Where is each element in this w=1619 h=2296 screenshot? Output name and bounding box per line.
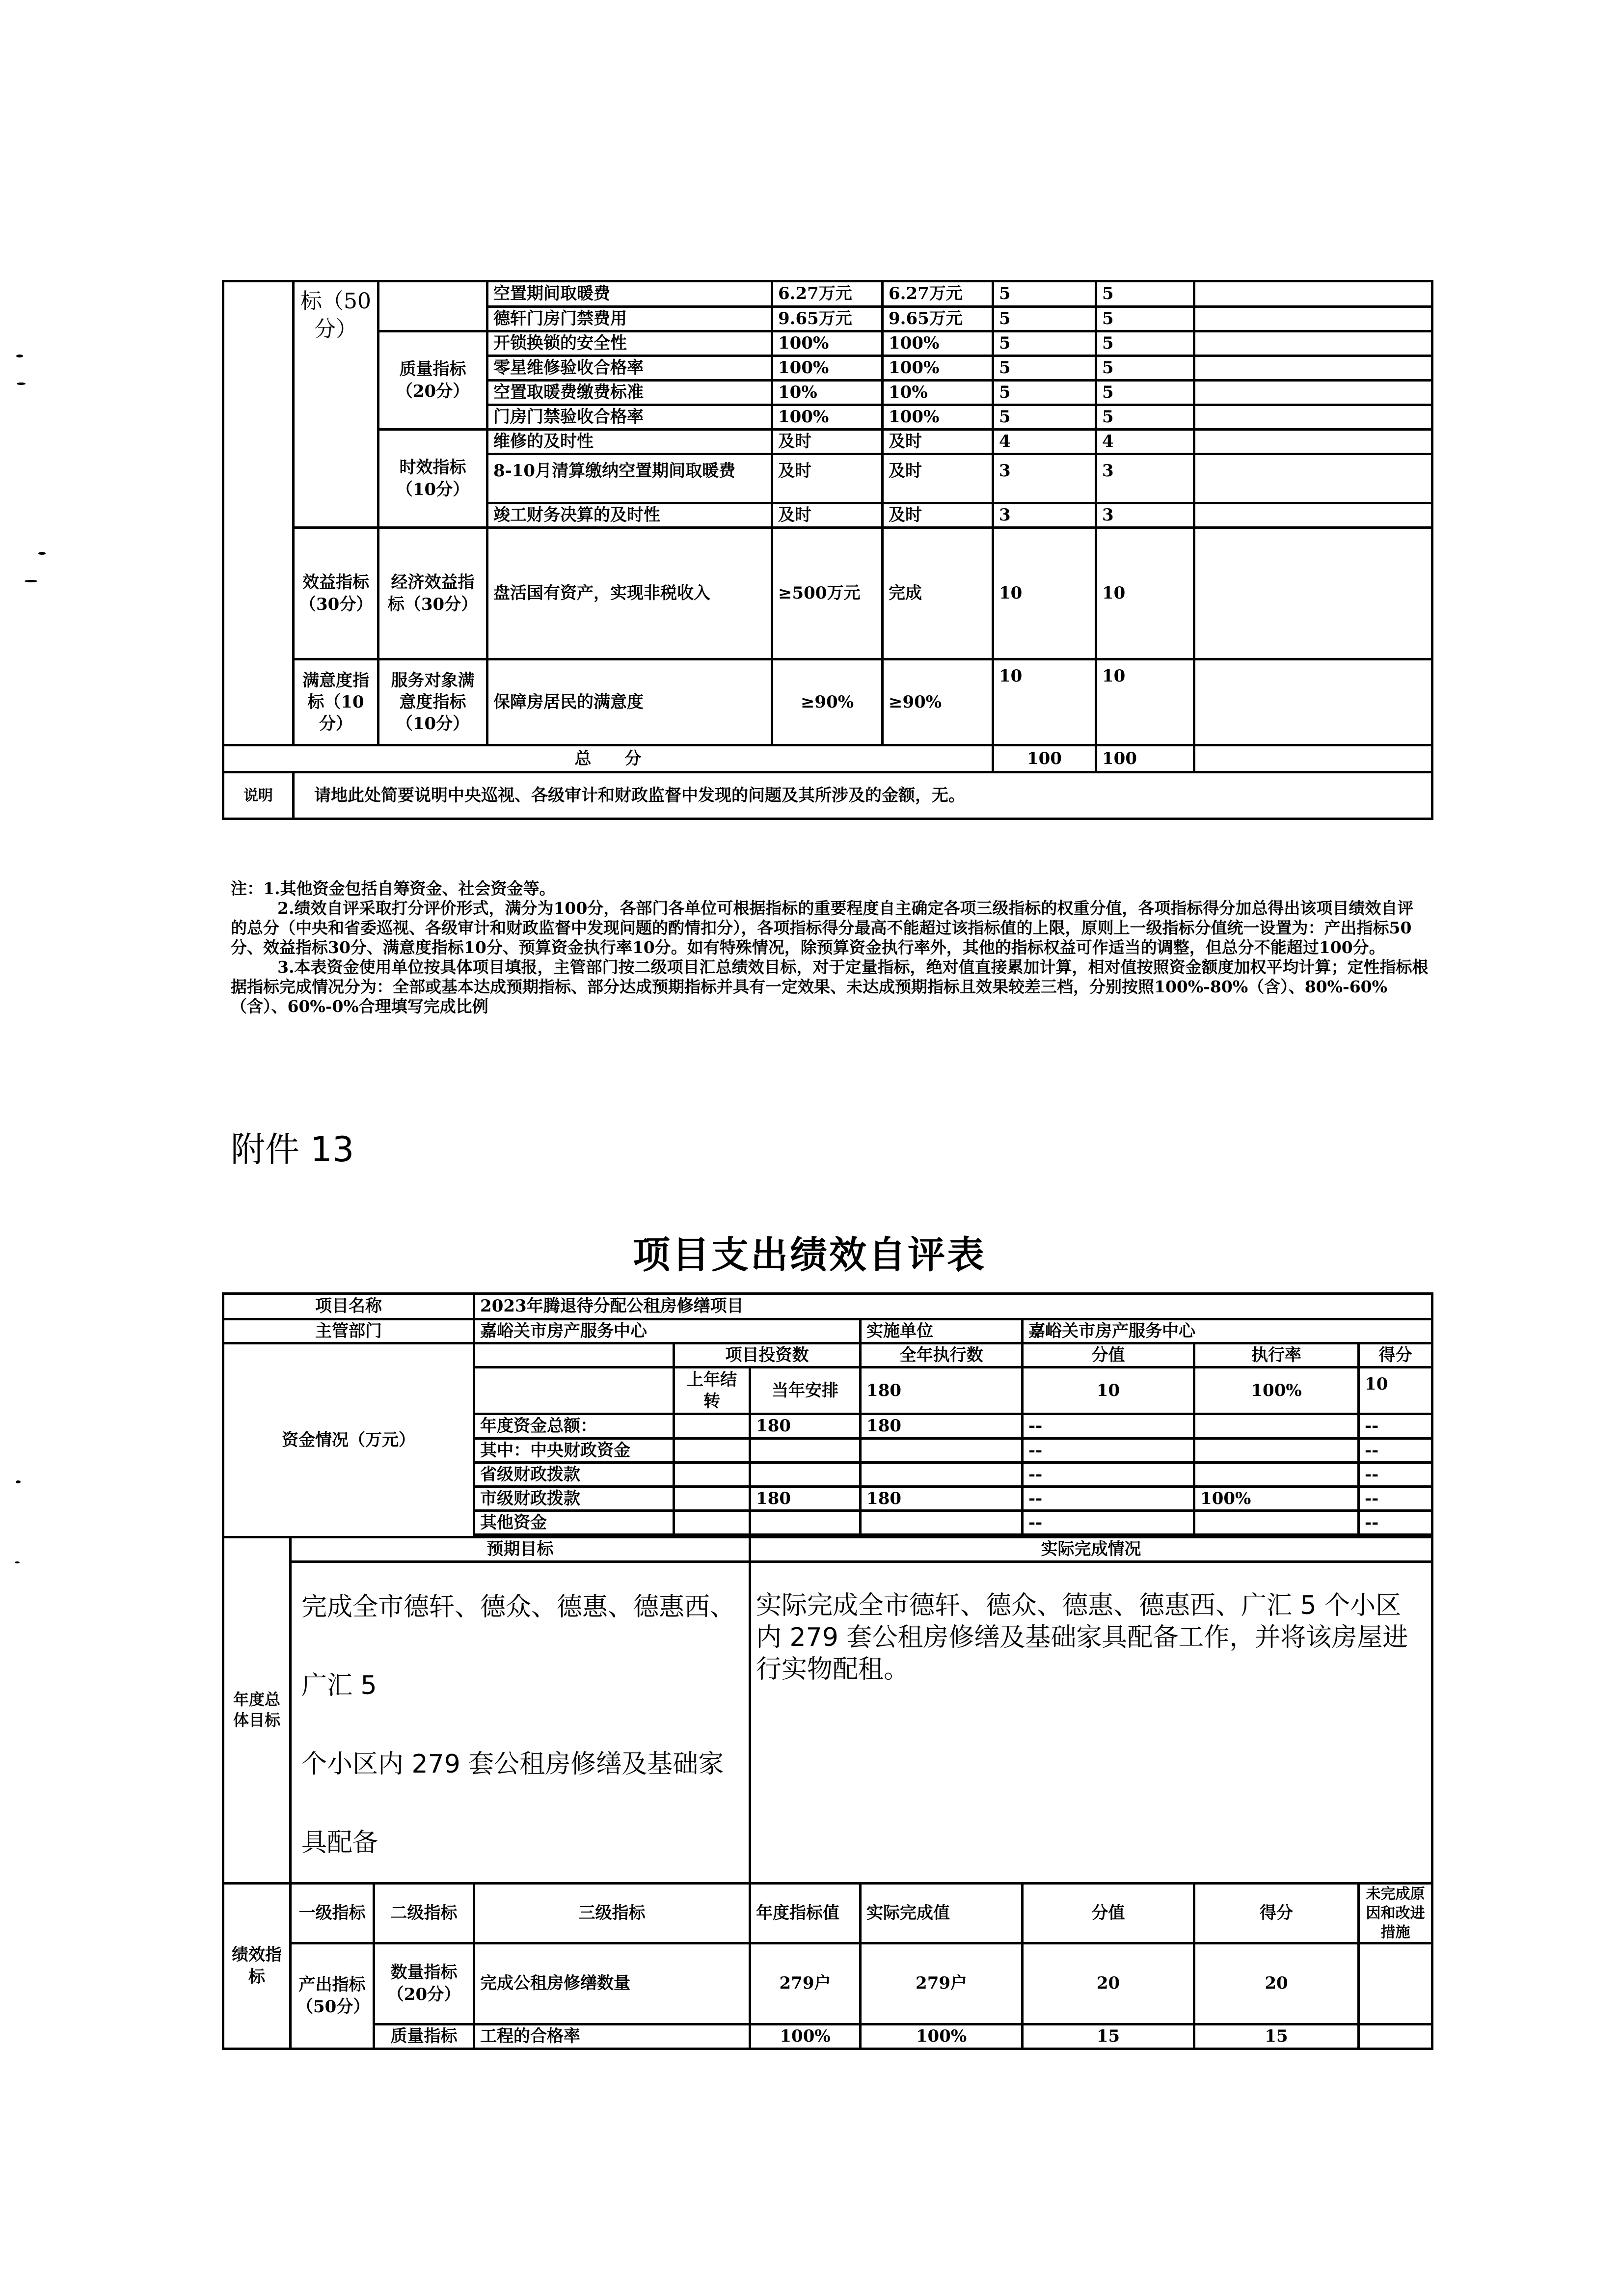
perf-l1-output: 产出指标（50分） <box>291 1943 374 2049</box>
score-cell: 5 <box>1096 381 1194 405</box>
reason-cell <box>1194 503 1432 528</box>
fund-row-weight: -- <box>1023 1511 1194 1535</box>
fund-row-current <box>750 1438 861 1462</box>
fund-row-score: -- <box>1359 1414 1432 1438</box>
weight-cell: 10 <box>993 528 1096 659</box>
reason-cell <box>1194 307 1432 331</box>
level1-satisfaction-cell: 满意度指标（10分） <box>294 659 378 745</box>
target-cell: 及时 <box>772 503 883 528</box>
target-cell: 及时 <box>772 430 883 454</box>
summary-rate: 100% <box>1194 1367 1359 1414</box>
self-evaluation-table <box>222 1292 1433 2050</box>
level3-cell: 门房门禁验收合格率 <box>487 405 772 430</box>
perf-target-cell: 279户 <box>750 1943 861 2024</box>
perf-l3-cell: 工程的合格率 <box>474 2024 750 2049</box>
score-cell: 3 <box>1096 503 1194 528</box>
fund-row-score: -- <box>1359 1462 1432 1486</box>
expected-goal-line-2: 个小区内 279 套公租房修缮及基础家具配备 <box>301 1749 724 1858</box>
funds-header-blank <box>474 1343 674 1367</box>
fund-row-weight: -- <box>1023 1414 1194 1438</box>
page-title: 项目支出绩效自评表 <box>633 1233 986 1277</box>
actual-cell: 完成 <box>883 528 993 659</box>
fund-row-label: 年度资金总额： <box>474 1414 674 1438</box>
dept-value: 嘉峪关市房产服务中心 <box>474 1319 861 1343</box>
fund-row-rate <box>1194 1414 1359 1438</box>
perf-l1-header: 一级指标 <box>291 1883 374 1943</box>
perf-l2-cell: 质量指标 <box>374 2024 474 2049</box>
perf-actual-cell: 279户 <box>861 1943 1023 2024</box>
expected-goal-line-1: 完成全市德轩、德众、德惠、德惠西、广汇 5 <box>301 1592 736 1700</box>
reason-cell <box>1194 528 1432 659</box>
score-cell: 4 <box>1096 430 1194 454</box>
perf-label: 绩效指标 <box>223 1883 291 2049</box>
actual-cell: 及时 <box>883 430 993 454</box>
current-header: 当年安排 <box>750 1367 861 1414</box>
level1-blank-cell <box>223 281 294 745</box>
actual-cell: 及时 <box>883 454 993 503</box>
fund-row-weight: -- <box>1023 1486 1194 1510</box>
level3-cell: 维修的及时性 <box>487 430 772 454</box>
fund-row-rate <box>1194 1462 1359 1486</box>
perf-weight-header: 分值 <box>1023 1883 1194 1943</box>
actual-cell: 6.27万元 <box>883 281 993 307</box>
scan-speck <box>17 383 26 385</box>
actual-cell: 100% <box>883 405 993 430</box>
target-cell: 100% <box>772 331 883 356</box>
level3-cell: 竣工财务决算的及时性 <box>487 503 772 528</box>
perf-weight-cell: 15 <box>1023 2024 1194 2049</box>
fund-row-weight: -- <box>1023 1438 1194 1462</box>
perf-weight-cell: 20 <box>1023 1943 1194 2024</box>
total-weight: 100 <box>993 745 1096 772</box>
fund-row-rate <box>1194 1438 1359 1462</box>
reason-cell <box>1194 405 1432 430</box>
score-cell: 10 <box>1096 528 1194 659</box>
weight-cell: 10 <box>993 659 1096 745</box>
weight-cell: 3 <box>993 454 1096 503</box>
perf-l3-header: 三级指标 <box>474 1883 750 1943</box>
fund-row-executed <box>861 1462 1023 1486</box>
actual-cell: 10% <box>883 381 993 405</box>
weight-cell: 5 <box>993 356 1096 381</box>
level3-cell: 8-10月清算缴纳空置期间取暖费 <box>487 454 772 503</box>
weight-cell: 5 <box>993 281 1096 307</box>
weight-cell: 4 <box>993 430 1096 454</box>
fund-row-rate <box>1194 1511 1359 1535</box>
level1-output-fragment: 标（50分） <box>294 281 378 528</box>
level3-cell: 德轩门房门禁费用 <box>487 307 772 331</box>
level2-quality-cell: 质量指标（20分） <box>378 331 487 430</box>
annex-label: 附件 13 <box>231 1129 354 1170</box>
perf-actual-header: 实际完成值 <box>861 1883 1023 1943</box>
actual-header: 实际完成情况 <box>750 1537 1432 1561</box>
footnotes <box>231 879 1429 1016</box>
score-cell: 5 <box>1096 307 1194 331</box>
project-name-label: 项目名称 <box>223 1294 474 1319</box>
actual-cell: ≥90% <box>883 659 993 745</box>
perf-l3-cell: 完成公租房修缮数量 <box>474 1943 750 2024</box>
fund-row-weight: -- <box>1023 1462 1194 1486</box>
target-cell: 及时 <box>772 454 883 503</box>
perf-l2-header: 二级指标 <box>374 1883 474 1943</box>
goal-label: 年度总体目标 <box>223 1537 291 1883</box>
fund-row-carry <box>674 1438 750 1462</box>
target-cell: 9.65万元 <box>772 307 883 331</box>
level3-cell: 保障房居民的满意度 <box>487 659 772 745</box>
scan-speck <box>38 552 46 555</box>
fund-row-executed: 180 <box>861 1414 1023 1438</box>
weight-cell: 5 <box>993 307 1096 331</box>
rate-header: 执行率 <box>1194 1343 1359 1367</box>
actual-cell: 100% <box>883 331 993 356</box>
target-cell: 100% <box>772 405 883 430</box>
reason-cell <box>1194 454 1432 503</box>
summary-executed: 180 <box>861 1367 1023 1414</box>
level3-cell: 空置期间取暖费 <box>487 281 772 307</box>
fund-row-carry <box>674 1511 750 1535</box>
score-cell: 10 <box>1096 659 1194 745</box>
reason-cell <box>1194 331 1432 356</box>
invest-header: 项目投资数 <box>674 1343 861 1367</box>
remark-text: 请地此处简要说明中央巡视、各级审计和财政监督中发现的问题及其所涉及的金额，无。 <box>294 772 1432 819</box>
weight-cell: 5 <box>993 405 1096 430</box>
fund-row-executed <box>861 1511 1023 1535</box>
scan-speck <box>15 1561 20 1563</box>
score-cell: 5 <box>1096 281 1194 307</box>
perf-l2-cell: 数量指标（20分） <box>374 1943 474 2024</box>
fund-row-current: 180 <box>750 1414 861 1438</box>
dept-label: 主管部门 <box>223 1319 474 1343</box>
total-score: 100 <box>1096 745 1194 772</box>
summary-score: 10 <box>1359 1367 1432 1414</box>
reason-cell <box>1194 356 1432 381</box>
level3-cell: 开锁换锁的安全性 <box>487 331 772 356</box>
reason-cell <box>1194 381 1432 405</box>
score-cell: 5 <box>1096 405 1194 430</box>
perf-target-cell: 100% <box>750 2024 861 2049</box>
score-cell: 3 <box>1096 454 1194 503</box>
perf-reason-cell <box>1359 1943 1432 2024</box>
level3-cell: 零星维修验收合格率 <box>487 356 772 381</box>
fund-row-carry <box>674 1414 750 1438</box>
note-1: 注：1.其他资金包括自筹资金、社会资金等。 <box>231 879 556 898</box>
score-header: 得分 <box>1359 1343 1432 1367</box>
fund-row-current: 180 <box>750 1486 861 1510</box>
funds-label: 资金情况（万元） <box>223 1343 474 1537</box>
expected-goal-text <box>291 1561 750 1883</box>
carry-header: 上年结转 <box>674 1367 750 1414</box>
perf-score-cell: 15 <box>1194 2024 1359 2049</box>
executed-header: 全年执行数 <box>861 1343 1023 1367</box>
level2-timeliness-cell: 时效指标（10分） <box>378 430 487 528</box>
fund-row-current <box>750 1511 861 1535</box>
level3-cell: 盘活国有资产，实现非税收入 <box>487 528 772 659</box>
weight-cell: 5 <box>993 381 1096 405</box>
fund-row-executed: 180 <box>861 1486 1023 1510</box>
fund-row-executed <box>861 1438 1023 1462</box>
fund-row-label: 省级财政拨款 <box>474 1462 674 1486</box>
scan-speck <box>16 1480 21 1483</box>
actual-cell: 及时 <box>883 503 993 528</box>
weight-header: 分值 <box>1023 1343 1194 1367</box>
scan-speck <box>16 355 23 357</box>
perf-score-cell: 20 <box>1194 1943 1359 2024</box>
target-cell: 100% <box>772 356 883 381</box>
actual-cell: 100% <box>883 356 993 381</box>
fund-row-score: -- <box>1359 1511 1432 1535</box>
fund-row-carry <box>674 1486 750 1510</box>
level2-economic-cell: 经济效益指标（30分） <box>378 528 487 659</box>
total-blank <box>1194 745 1432 772</box>
level2-satisfaction-cell: 服务对象满意度指标（10分） <box>378 659 487 745</box>
note-2: 2.绩效自评采取打分评价形式，满分为100分，各部门各单位可根据指标的重要程度自主确定各项三级指标的权重分值，各项指标得分加总得出该项目绩效自评的总分（中央和省委巡视、各级审计和财政监督中发现问题的酌情扣分），各项指标得分最高不能超过该指标值的上限，原则上一级指标分值统一设置为：产出指标50分、效益指标30分、满意度指标10分、预算资金执行率10分。如有特殊情况，除预算资金执行率外，其他的指标权益可作适当的调整，但总分不能超过100分。 <box>231 899 1414 957</box>
target-cell: ≥90% <box>772 659 883 745</box>
funds-subheader-blank <box>474 1367 674 1414</box>
expected-header: 预期目标 <box>291 1537 750 1561</box>
weight-cell: 5 <box>993 331 1096 356</box>
scan-speck <box>25 580 37 582</box>
actual-goal-text: 实际完成全市德轩、德众、德惠、德惠西、广汇 5 个小区内 279 套公租房修缮及基础家具配备工作，并将该房屋进行实物配租。 <box>750 1561 1432 1883</box>
fund-row-score: -- <box>1359 1438 1432 1462</box>
reason-cell <box>1194 659 1432 745</box>
note-3: 3.本表资金使用单位按具体项目填报，主管部门按二级项目汇总绩效目标，对于定量指标，绝对值直接累加计算，相对值按照资金额度加权平均计算；定性指标根据指标完成情况分为：全部或基本达成预期指标、部分达成预期指标并具有一定效果、未达成预期指标且效果较差三档，分别按照100%-80%（含）、80%-60%（含）、60%-0%合理填写完成比例 <box>231 957 1429 1016</box>
target-cell: 6.27万元 <box>772 281 883 307</box>
impl-value: 嘉峪关市房产服务中心 <box>1023 1319 1432 1343</box>
performance-table-continued <box>222 280 1433 820</box>
summary-weight: 10 <box>1023 1367 1194 1414</box>
perf-score-header: 得分 <box>1194 1883 1359 1943</box>
fund-row-score: -- <box>1359 1486 1432 1510</box>
fund-row-carry <box>674 1462 750 1486</box>
perf-actual-cell: 100% <box>861 2024 1023 2049</box>
reason-cell <box>1194 430 1432 454</box>
target-cell: 10% <box>772 381 883 405</box>
weight-cell: 3 <box>993 503 1096 528</box>
level2-cell <box>378 281 487 331</box>
actual-cell: 9.65万元 <box>883 307 993 331</box>
level1-benefit-cell: 效益指标（30分） <box>294 528 378 659</box>
project-name-value: 2023年腾退待分配公租房修缮项目 <box>474 1294 1432 1319</box>
reason-cell <box>1194 281 1432 307</box>
fund-row-label: 其他资金 <box>474 1511 674 1535</box>
fund-row-label: 市级财政拨款 <box>474 1486 674 1510</box>
perf-reason-header: 未完成原因和改进措施 <box>1359 1883 1432 1943</box>
fund-row-label: 其中：中央财政资金 <box>474 1438 674 1462</box>
total-label: 总 分 <box>223 745 993 772</box>
level3-cell: 空置取暖费缴费标准 <box>487 381 772 405</box>
remark-label: 说明 <box>223 772 294 819</box>
perf-target-header: 年度指标值 <box>750 1883 861 1943</box>
impl-label: 实施单位 <box>861 1319 1023 1343</box>
target-cell: ≥500万元 <box>772 528 883 659</box>
score-cell: 5 <box>1096 356 1194 381</box>
fund-row-current <box>750 1462 861 1486</box>
perf-reason-cell <box>1359 2024 1432 2049</box>
score-cell: 5 <box>1096 331 1194 356</box>
fund-row-rate: 100% <box>1194 1486 1359 1510</box>
